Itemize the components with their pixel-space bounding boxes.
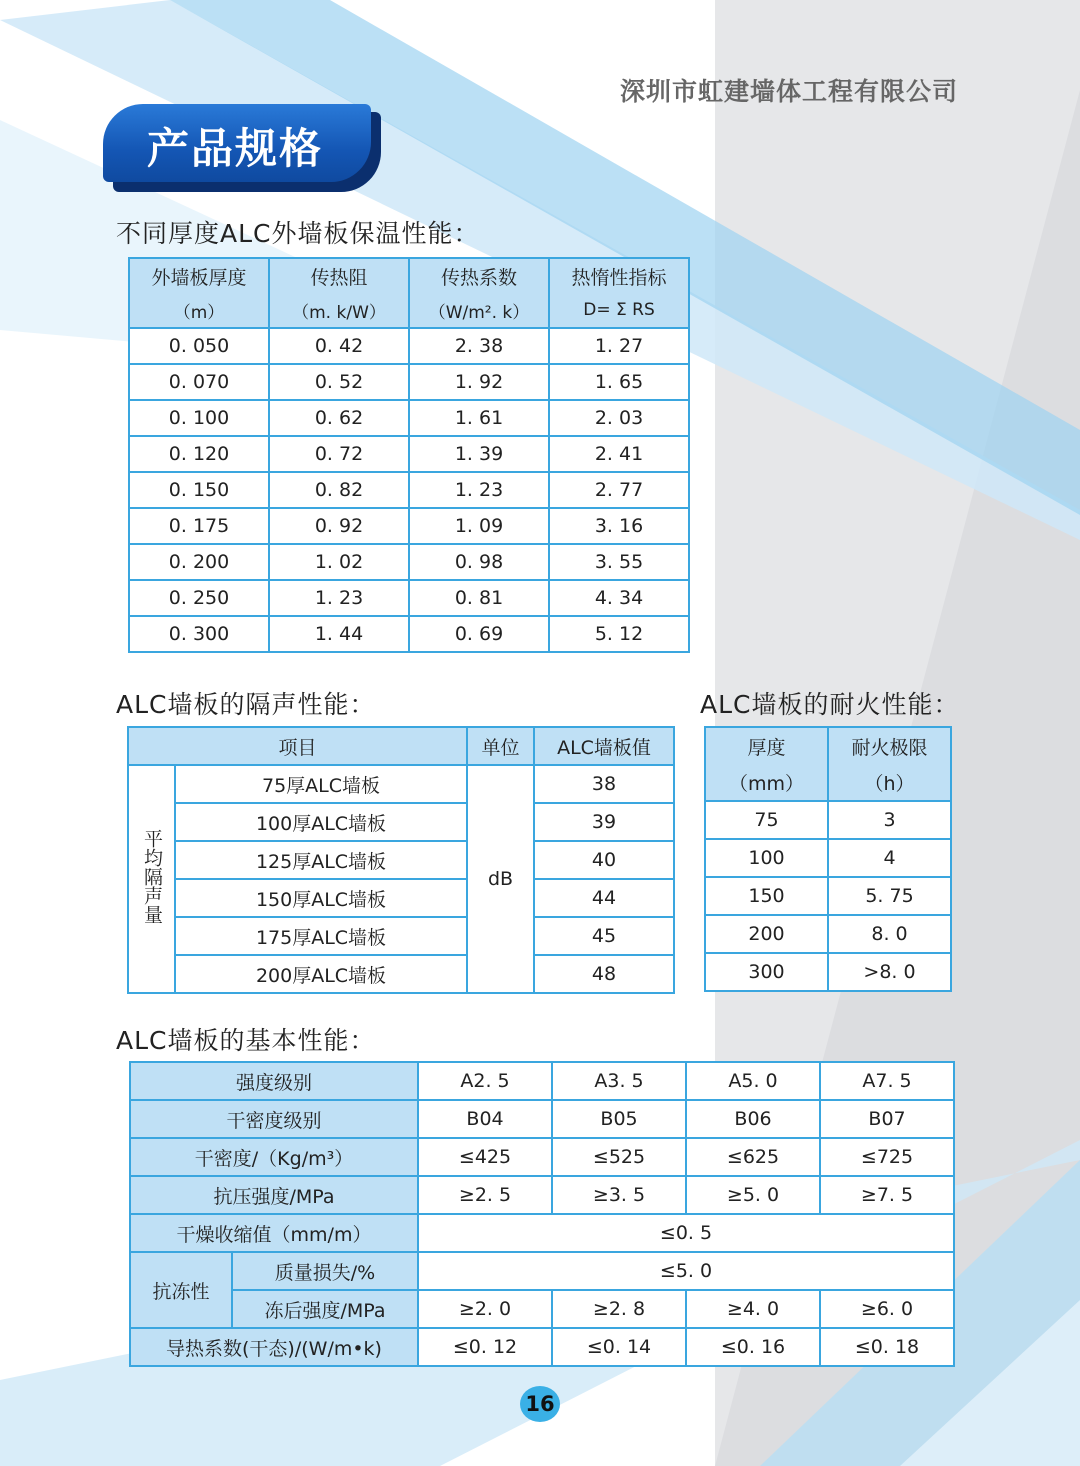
table-cell: ≥6. 0 (820, 1290, 954, 1328)
table-cell: 4. 34 (549, 580, 689, 616)
header-unit-cell: （mm） (705, 764, 828, 801)
table-row (129, 400, 689, 436)
table-row (128, 955, 674, 993)
unit-cell: dB (467, 765, 534, 993)
table-cell: 0. 98 (409, 544, 549, 580)
row-group-label-cell: 抗冻性 (130, 1252, 232, 1328)
table-cell: 0. 300 (129, 616, 269, 652)
table-row (705, 839, 951, 877)
page-number: 16 (520, 1386, 560, 1422)
basic-properties-table (129, 1061, 955, 1367)
table-cell: ≥2. 8 (552, 1290, 686, 1328)
header-unit-cell: （m） (129, 293, 269, 328)
sound-insulation-table (127, 726, 675, 994)
table-cell: 100 (705, 839, 828, 877)
table-cell: 0. 81 (409, 580, 549, 616)
table-row (130, 1100, 954, 1138)
table-cell: 8. 0 (828, 915, 951, 953)
table-cell: 0. 92 (269, 508, 409, 544)
table-header-row (128, 727, 674, 765)
table-cell: 1. 23 (269, 580, 409, 616)
table-cell: 0. 250 (129, 580, 269, 616)
table-cell: ≤0. 14 (552, 1328, 686, 1366)
table-cell: ≤725 (820, 1138, 954, 1176)
header-cell: ALC墙板值 (534, 727, 674, 765)
table-cell: 0. 100 (129, 400, 269, 436)
row-label-cell: 干密度/（Kg/m³） (130, 1138, 418, 1176)
header-unit-cell: （m. k/W） (269, 293, 409, 328)
table-cell: ≤625 (686, 1138, 820, 1176)
table-cell: 200 (705, 915, 828, 953)
table-cell: ≤0. 16 (686, 1328, 820, 1366)
header-unit-cell: （h） (828, 764, 951, 801)
table-row (705, 953, 951, 991)
table-cell: 1. 44 (269, 616, 409, 652)
row-label-cell: 抗压强度/MPa (130, 1176, 418, 1214)
table-cell: ≤0. 5 (418, 1214, 954, 1252)
table-cell: 39 (534, 803, 674, 841)
section-badge (103, 104, 378, 186)
table-cell: B05 (552, 1100, 686, 1138)
row-label-cell: 干密度级别 (130, 1100, 418, 1138)
table-cell: 75 (705, 801, 828, 839)
table-cell: 0. 050 (129, 328, 269, 364)
table-cell: 100厚ALC墙板 (175, 803, 467, 841)
table-header-row (705, 764, 951, 801)
table-row (129, 616, 689, 652)
table-row (130, 1214, 954, 1252)
header-cell: 传热系数 (409, 258, 549, 293)
header-cell: 项目 (128, 727, 467, 765)
table-cell: 0. 070 (129, 364, 269, 400)
table-cell: ≤425 (418, 1138, 552, 1176)
header-cell: 厚度 (705, 727, 828, 764)
table-cell: 75厚ALC墙板 (175, 765, 467, 803)
table-row (128, 803, 674, 841)
table-cell: B04 (418, 1100, 552, 1138)
table-cell: 1. 09 (409, 508, 549, 544)
table-row (128, 879, 674, 917)
table-cell: 48 (534, 955, 674, 993)
table-cell: 3 (828, 801, 951, 839)
table-row (129, 328, 689, 364)
row-label-cell: 导热系数(干态)/(W/m•k) (130, 1328, 418, 1366)
insulation-table (128, 257, 690, 653)
table-row (129, 544, 689, 580)
table-cell: ≤5. 0 (418, 1252, 954, 1290)
table-row (129, 508, 689, 544)
table-cell: 2. 38 (409, 328, 549, 364)
table-cell: 125厚ALC墙板 (175, 841, 467, 879)
table-cell: >8. 0 (828, 953, 951, 991)
table-cell: 3. 16 (549, 508, 689, 544)
fire-resistance-table (704, 726, 952, 992)
company-name: 深圳市虹建墙体工程有限公司 (620, 77, 959, 106)
table-cell: 1. 23 (409, 472, 549, 508)
row-label-cell: 干燥收缩值（mm/m） (130, 1214, 418, 1252)
table-cell: 4 (828, 839, 951, 877)
table-cell: ≤525 (552, 1138, 686, 1176)
table-cell: ≥2. 5 (418, 1176, 552, 1214)
table-header-row (129, 258, 689, 293)
table-row (128, 841, 674, 879)
table-cell: ≥2. 0 (418, 1290, 552, 1328)
table-cell: 2. 77 (549, 472, 689, 508)
table-cell: ≥7. 5 (820, 1176, 954, 1214)
table-cell: A2. 5 (418, 1062, 552, 1100)
group-label: 平均隔声量 (141, 829, 163, 924)
table-row (128, 917, 674, 955)
table-row (705, 877, 951, 915)
table-cell: 2. 03 (549, 400, 689, 436)
table-cell: 3. 55 (549, 544, 689, 580)
insulation-heading: 不同厚度ALC外墙板保温性能： (116, 219, 480, 248)
table-row (129, 364, 689, 400)
table-cell: 2. 41 (549, 436, 689, 472)
table-row (129, 472, 689, 508)
table-cell: 0. 175 (129, 508, 269, 544)
table-cell: 0. 52 (269, 364, 409, 400)
table-cell: 300 (705, 953, 828, 991)
table-cell: A5. 0 (686, 1062, 820, 1100)
table-cell: 5. 75 (828, 877, 951, 915)
table-cell: 1. 27 (549, 328, 689, 364)
table-row (129, 436, 689, 472)
header-cell: 耐火极限 (828, 727, 951, 764)
table-cell: 38 (534, 765, 674, 803)
table-cell: 1. 65 (549, 364, 689, 400)
table-cell: 0. 42 (269, 328, 409, 364)
sound-insulation-heading: ALC墙板的隔声性能： (116, 690, 376, 719)
table-cell: B07 (820, 1100, 954, 1138)
fire-resistance-heading: ALC墙板的耐火性能： (700, 690, 960, 719)
table-cell: 0. 200 (129, 544, 269, 580)
table-cell: 0. 62 (269, 400, 409, 436)
table-cell: 0. 150 (129, 472, 269, 508)
table-cell: ≥5. 0 (686, 1176, 820, 1214)
header-unit-cell: （W/m². k） (409, 293, 549, 328)
row-label-cell: 强度级别 (130, 1062, 418, 1100)
table-cell: 0. 120 (129, 436, 269, 472)
table-cell: 44 (534, 879, 674, 917)
table-cell: 0. 82 (269, 472, 409, 508)
table-row (128, 765, 674, 803)
table-row (705, 915, 951, 953)
table-cell: A3. 5 (552, 1062, 686, 1100)
header-cell: 热惰性指标 (549, 258, 689, 293)
table-cell: ≥3. 5 (552, 1176, 686, 1214)
table-cell: ≤0. 12 (418, 1328, 552, 1366)
table-cell: 150厚ALC墙板 (175, 879, 467, 917)
header-cell: 外墙板厚度 (129, 258, 269, 293)
table-row (130, 1328, 954, 1366)
table-cell: 150 (705, 877, 828, 915)
table-cell: B06 (686, 1100, 820, 1138)
row-label-cell: 冻后强度/MPa (232, 1290, 418, 1328)
table-cell: 5. 12 (549, 616, 689, 652)
table-header-row (129, 293, 689, 328)
table-cell: ≤0. 18 (820, 1328, 954, 1366)
row-label-cell: 质量损失/% (232, 1252, 418, 1290)
table-row (705, 801, 951, 839)
table-row (130, 1176, 954, 1214)
basic-properties-heading: ALC墙板的基本性能： (116, 1026, 376, 1055)
header-unit-cell: D= Σ RS (549, 293, 689, 328)
table-cell: 0. 69 (409, 616, 549, 652)
table-cell: 40 (534, 841, 674, 879)
table-cell: ≥4. 0 (686, 1290, 820, 1328)
badge-title: 产品规格 (147, 124, 324, 173)
table-row (130, 1138, 954, 1176)
table-cell: 1. 02 (269, 544, 409, 580)
table-cell: 45 (534, 917, 674, 955)
table-cell: 1. 92 (409, 364, 549, 400)
table-cell: 1. 39 (409, 436, 549, 472)
table-row (130, 1062, 954, 1100)
table-cell: A7. 5 (820, 1062, 954, 1100)
table-row (129, 580, 689, 616)
table-cell: 200厚ALC墙板 (175, 955, 467, 993)
table-header-row (705, 727, 951, 764)
table-cell: 175厚ALC墙板 (175, 917, 467, 955)
header-cell: 单位 (467, 727, 534, 765)
table-row (130, 1290, 954, 1328)
header-cell: 传热阻 (269, 258, 409, 293)
table-cell: 0. 72 (269, 436, 409, 472)
table-cell: 1. 61 (409, 400, 549, 436)
group-label-cell (128, 765, 175, 993)
table-row (130, 1252, 954, 1290)
